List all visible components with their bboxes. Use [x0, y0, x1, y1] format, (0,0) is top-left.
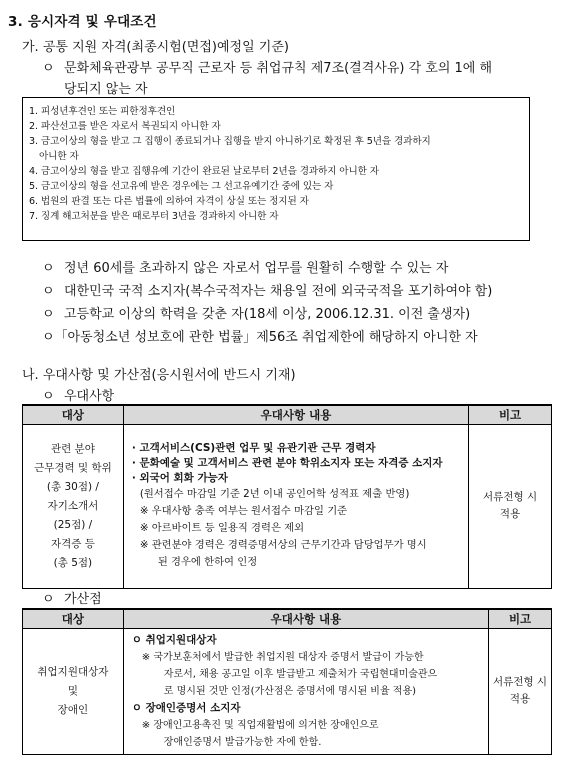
- box-item-1: 1. 피성년후견인 또는 피한정후견인: [29, 106, 176, 117]
- disqualification-box: [22, 97, 530, 241]
- target-line: 자기소개서: [47, 499, 99, 512]
- note-cell: [489, 628, 552, 754]
- sub-heading-preference-text: 우대사항: [64, 389, 115, 404]
- bullet-nationality: [42, 280, 492, 299]
- header-content: 우대사항 내용: [123, 405, 468, 424]
- table-row: [23, 628, 552, 754]
- target-line: 근무경력 및 학위: [34, 461, 112, 474]
- star-note: ※ 아르바이트 등 일용직 경력은 제외: [139, 522, 305, 534]
- intro-line-2: 당되지 않는 자: [64, 82, 148, 97]
- note-line: 서류전형 시: [483, 491, 538, 503]
- circle-bullet: ㅇ: [42, 592, 55, 607]
- box-item-2: 2. 파산선고를 받은 자로서 복권되지 아니한 자: [29, 121, 221, 132]
- plain-line: (원서접수 마감일 기준 2년 이내 공인어학 성적표 제출 반영): [139, 488, 410, 500]
- star-note-line-1: ※ 국가보훈처에서 발급한 취업지원 대상자 증명서 발급이 가능한: [141, 651, 424, 663]
- note-line: 적용: [509, 693, 531, 705]
- part-b-heading: 나. 우대사항 및 가산점(응시원서에 반드시 기재): [22, 368, 296, 383]
- bullet-age: [42, 257, 448, 276]
- part-a-heading: 가. 공통 지원 자격(최종시험(면접)예정일 기준): [22, 40, 289, 55]
- bonus-item-title: ㅇ 장애인증명서 소지자: [131, 701, 241, 714]
- header-content: 우대사항 내용: [123, 609, 488, 628]
- intro-text-1: 문화체육관광부 공무직 근로자 등 취업규칙 제7조(결격사유) 각 호의 1에 해: [64, 61, 493, 76]
- target-line: 자격증 등: [50, 537, 95, 550]
- sub-heading-preference: [42, 385, 114, 404]
- box-item-3-line-1: 3. 금고이상의 형을 받고 그 집행이 종료되거나 집행을 받지 아니하기로 확정된 후 5년을 경과하지: [29, 136, 431, 147]
- star-note-line-2: 장애인증명서 발급가능한 자에 한함.: [163, 736, 322, 748]
- bold-item: · 외국어 회화 가능자: [131, 472, 228, 484]
- bonus-item-title: ㅇ 취업지원대상자: [131, 633, 217, 646]
- star-note-line-2: 된 경우에 한하여 인정: [157, 556, 258, 568]
- bonus-table: [22, 608, 552, 755]
- star-note-line-2: 자로서, 채용 공고일 이후 발급받고 제출처가 국립현대미술관으: [163, 668, 438, 680]
- bold-item: · 고객서비스(CS)관련 업무 및 유관기관 근무 경력자: [131, 442, 376, 454]
- header-note: 비고: [489, 609, 552, 628]
- bullet-education-text: 고등학교 이상의 학력을 갖춘 자(18세 이상, 2006.12.31. 이전 출생자): [64, 307, 471, 322]
- circle-bullet: ㅇ: [42, 307, 55, 322]
- section-title: 3. 응시자격 및 우대조건: [8, 14, 157, 30]
- header-note: 비고: [469, 405, 552, 424]
- box-item-3: [29, 134, 523, 164]
- circle-bullet: ㅇ: [42, 61, 55, 76]
- header-target: 대상: [23, 405, 124, 424]
- bullet-youth-law: ㅇ「아동청소년 성보호에 관한 법률」제56조 취업제한에 해당하지 아니한 자: [42, 330, 478, 345]
- sub-heading-bonus: [42, 588, 102, 607]
- star-note-line-1: ※ 장애인고용촉진 및 직업재활법에 의거한 장애인으로: [141, 719, 379, 731]
- target-cell: [23, 424, 124, 588]
- circle-bullet: ㅇ: [42, 284, 55, 299]
- star-note-line-1: ※ 관련분야 경력은 경력증명서상의 근무기간과 담당업무가 명시: [139, 539, 427, 551]
- table-header-row: [23, 405, 552, 424]
- circle-bullet: ㅇ: [42, 389, 55, 404]
- note-cell: [469, 424, 552, 588]
- target-line: (총 30점) /: [46, 480, 99, 493]
- bullet-nationality-text: 대한민국 국적 소지자(복수국적자는 채용일 전에 외국국적을 포기하여야 함): [64, 284, 493, 299]
- box-item-7: 7. 징계 해고처분을 받은 때로부터 3년을 경과하지 아니한 자: [29, 211, 279, 222]
- target-line: 장애인: [57, 703, 89, 716]
- content-cell: [123, 424, 468, 588]
- circle-bullet: ㅇ: [42, 261, 55, 276]
- table-header-row: [23, 609, 552, 628]
- target-cell: [23, 628, 124, 754]
- star-note-line-3: 로 명시된 것만 인정(가산점은 증명서에 명시된 비율 적용): [163, 685, 417, 697]
- bullet-education: [42, 303, 470, 322]
- target-line: 취업지원대상자: [37, 665, 109, 678]
- content-cell: [123, 628, 488, 754]
- header-target: 대상: [23, 609, 124, 628]
- note-line: 적용: [499, 508, 521, 520]
- bullet-age-text: 정년 60세를 초과하지 않은 자로서 업무를 원활히 수행할 수 있는 자: [64, 261, 449, 276]
- box-item-3-line-2: 아니한 자: [39, 151, 79, 162]
- star-note: ※ 우대사항 충족 여부는 원서접수 마감일 기준: [139, 505, 348, 517]
- box-item-6: 6. 법원의 판결 또는 다른 법률에 의하여 자격이 상실 또는 정지된 자: [29, 196, 309, 207]
- target-line: (25점) /: [53, 518, 93, 531]
- sub-heading-bonus-text: 가산점: [64, 592, 102, 607]
- target-line: 관련 분야: [50, 442, 95, 455]
- target-line: (총 5점): [53, 556, 93, 569]
- note-line: 서류전형 시: [493, 676, 548, 688]
- box-item-5: 5. 금고이상의 형을 선고유예 받은 경우에는 그 선고유예기간 중에 있는 자: [29, 181, 334, 192]
- intro-line-1: [42, 57, 492, 76]
- table-row: [23, 424, 552, 588]
- target-line: 및: [67, 684, 78, 697]
- star-note: [132, 717, 483, 751]
- box-item-4: 4. 금고이상의 형을 받고 집행유예 기간이 완료된 날로부터 2년을 경과하지 아니한 자: [29, 166, 379, 177]
- bold-item: · 문화예술 및 고객서비스 관련 분야 학위소지자 또는 자격증 소지자: [131, 457, 443, 469]
- star-note: [132, 537, 462, 571]
- preference-table: [22, 404, 552, 589]
- star-note: [132, 649, 483, 700]
